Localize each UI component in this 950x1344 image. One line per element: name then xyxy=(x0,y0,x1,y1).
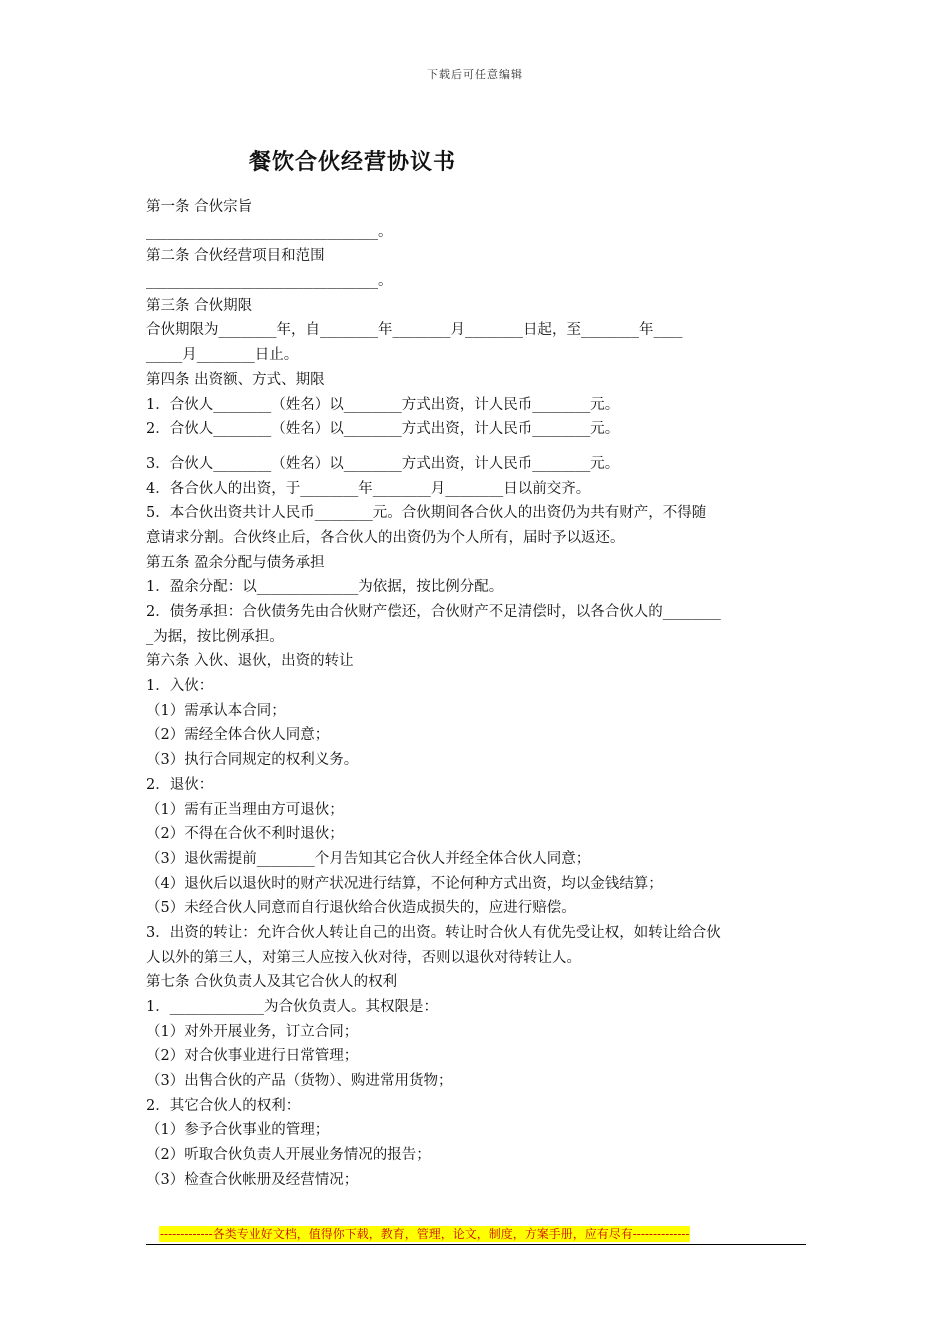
body-line: （2）听取合伙负责人开展业务情况的报告； xyxy=(146,1147,431,1164)
paragraph-gap xyxy=(146,442,808,452)
article-2-heading: 第二条 合伙经营项目和范围 xyxy=(146,248,325,265)
body-line: （3）出售合伙的产品（货物）、购进常用货物； xyxy=(146,1073,453,1090)
body-line: （5）未经合伙人同意而自行退伙给合伙造成损失的，应进行赔偿。 xyxy=(146,900,576,917)
body-line: （4）退伙后以退伙时的财产状况进行结算，不论何种方式出资，均以金钱结算； xyxy=(146,875,663,892)
body-line: （1）对外开展业务，订立合同； xyxy=(146,1023,359,1040)
body-line: 2．退伙： xyxy=(146,776,214,793)
body-line: 合伙期限为________年，自________年________月________日起，至________年____ xyxy=(146,322,683,339)
body-line: （1）需有正当理由方可退伙； xyxy=(146,801,344,818)
header-note: 下载后可任意编辑 xyxy=(427,68,523,81)
body-line: （2）不得在合伙不利时退伙； xyxy=(146,826,344,843)
body-line: 人以外的第三人，对第三人应按入伙对待，否则以退伙对待转让人。 xyxy=(146,949,581,966)
article-1-heading: 第一条 合伙宗旨 xyxy=(146,199,253,215)
body-line: 3．出资的转让：允许合伙人转让自己的出资。转让时合伙人有优先受让权，如转让给合伙 xyxy=(146,924,721,941)
document-title: 餐饮合伙经营协议书 xyxy=(249,150,457,175)
body-line: 5．本合伙出资共计人民币________元。合伙期间各合伙人的出资仍为共有财产，不得随 xyxy=(146,505,707,522)
blank-line: ________________________________。 xyxy=(146,223,393,240)
body-line: 2．其它合伙人的权利： xyxy=(146,1097,301,1114)
body-line: （2）对合伙事业进行日常管理； xyxy=(146,1048,359,1065)
footer-divider xyxy=(146,1244,806,1245)
body-line: 3．合伙人________（姓名）以________方式出资，计人民币________元。 xyxy=(146,455,620,472)
body-line: _____月________日止。 xyxy=(146,347,299,364)
article-5-heading: 第五条 盈余分配与债务承担 xyxy=(146,554,325,571)
body-line: 1．入伙： xyxy=(146,678,214,695)
body-line: 2．合伙人________（姓名）以________方式出资，计人民币________元。 xyxy=(146,421,620,438)
body-line: 1．_____________为合伙负责人。其权限是： xyxy=(146,999,438,1015)
blank-line: ________________________________。 xyxy=(146,273,393,290)
body-line: （1）参予合伙事业的管理； xyxy=(146,1122,330,1139)
body-line: 1．合伙人________（姓名）以________方式出资，计人民币________元。 xyxy=(146,396,620,413)
body-line: （3）执行合同规定的权利义务。 xyxy=(146,752,359,769)
body-line: 1．盈余分配：以______________为依据，按比例分配。 xyxy=(146,579,504,596)
article-3-heading: 第三条 合伙期限 xyxy=(146,297,253,314)
body-line: （3）检查合伙帐册及经营情况； xyxy=(146,1171,359,1188)
body-line: 4．各合伙人的出资，于________年________月________日以前交齐。 xyxy=(146,480,591,497)
document-body xyxy=(146,195,808,1193)
body-line: （1）需承认本合同； xyxy=(146,702,286,719)
body-line: 2．债务承担：合伙债务先由合伙财产偿还，合伙财产不足清偿时，以各合伙人的________ xyxy=(146,604,721,620)
article-6-heading: 第六条 入伙、退伙，出资的转让 xyxy=(146,653,354,670)
body-line: （2）需经全体合伙人同意； xyxy=(146,727,330,744)
body-line: 意请求分割。合伙终止后，各合伙人的出资仍为个人所有，届时予以返还。 xyxy=(146,529,625,546)
article-4-heading: 第四条 出资额、方式、期限 xyxy=(146,371,325,388)
body-line: _为据，按比例承担。 xyxy=(146,628,284,645)
body-line: （3）退伙需提前________个月告知其它合伙人并经全体合伙人同意； xyxy=(146,850,591,867)
footer-banner: -------------各类专业好文档，值得你下载，教育，管理，论文，制度，方案手册，应有尽有-------------- xyxy=(160,1227,690,1241)
article-7-heading: 第七条 合伙负责人及其它合伙人的权利 xyxy=(146,974,398,991)
